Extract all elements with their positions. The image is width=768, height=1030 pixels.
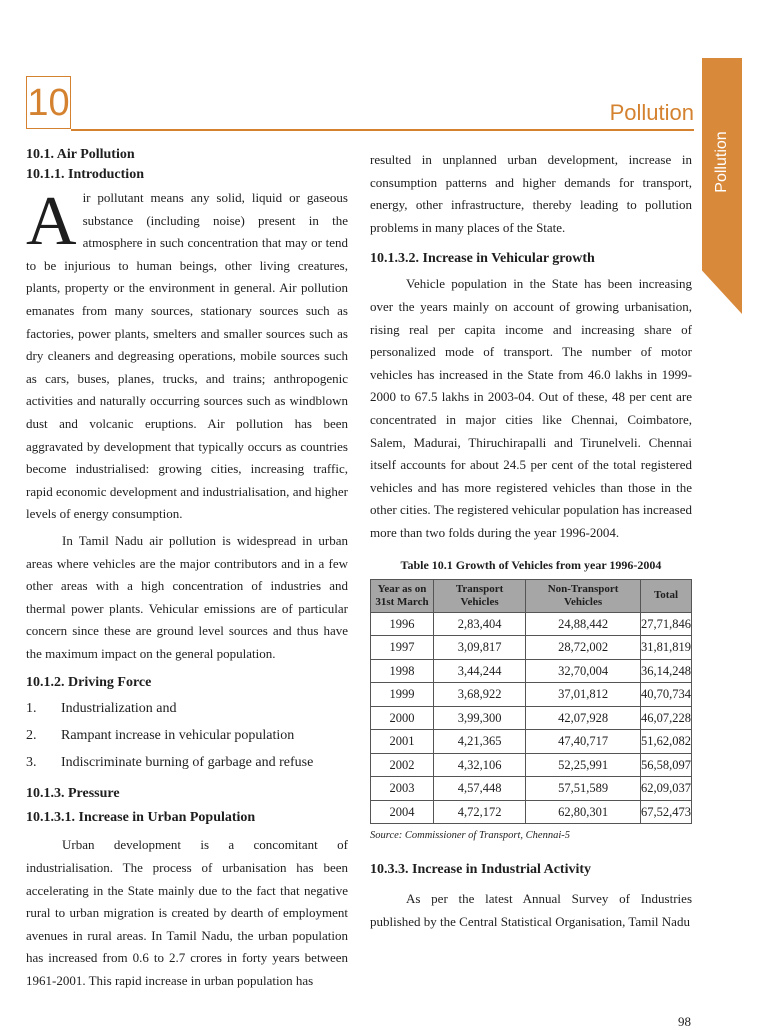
heading-industrial-activity: 10.3.3. Increase in Industrial Activity <box>370 862 592 877</box>
cell-year: 2000 <box>371 706 434 730</box>
cell-transport: 3,09,817 <box>434 636 526 660</box>
cell-transport: 3,99,300 <box>434 706 526 730</box>
cell-total: 51,62,082 <box>640 730 691 754</box>
driving-force-list <box>26 698 348 774</box>
vehicular-paragraph: Vehicle population in the State has been increasing over the years mainly on account of growing urbanisation, rising real per capita income and increasing share of personalized mode of transport. The number of motor vehicles has increased in the State from 46.0 lakhs in 1999-2000 to 67.5 lakhs in 2003-04. Out of these, 48 per cent are concentrated in major cities like Chennai, Coimbatore, Salem, Madurai, Thiruchirapalli and Tirunelveli. Chennai itself accounts for about 24.5 per cent of the total registered vehicles and has more registered vehicles than those in the other cities. The registered vehicular population has increased more than two folds during the year 1996-2004. <box>370 276 692 540</box>
list-item-number: 2. <box>26 728 37 744</box>
header-rule <box>71 129 694 131</box>
cell-transport: 3,68,922 <box>434 683 526 707</box>
cell-total: 40,70,734 <box>640 683 691 707</box>
table-row <box>371 706 692 730</box>
chapter-number: 10 <box>26 76 71 129</box>
left-column <box>26 145 348 993</box>
heading-introduction: 10.1.1. Introduction <box>26 167 144 182</box>
page-number: 98 <box>678 1014 691 1029</box>
heading-driving-force: 10.1.2. Driving Force <box>26 675 152 691</box>
cell-non-transport: 57,51,589 <box>526 777 641 801</box>
table-row <box>371 800 692 824</box>
table-row <box>371 730 692 754</box>
list-item-number: 3. <box>26 755 37 771</box>
cell-non-transport: 42,07,928 <box>526 706 641 730</box>
cell-transport: 4,32,106 <box>434 753 526 777</box>
drop-cap: A <box>26 183 77 260</box>
col-header-total: Total <box>640 579 691 612</box>
chapter-title: Pollution <box>609 100 694 125</box>
table-caption: Table 10.1 Growth of Vehicles from year 1996-2004 <box>400 557 662 572</box>
list-item-text: Rampant increase in vehicular population <box>61 728 295 744</box>
cell-transport: 2,83,404 <box>434 612 526 636</box>
side-tab-label: Pollution <box>713 131 730 193</box>
cell-transport: 4,57,448 <box>434 777 526 801</box>
cell-transport: 4,72,172 <box>434 800 526 824</box>
industrial-paragraph: As per the latest Annual Survey of Industries published by the Central Statistical Organisation, Tamil Nadu <box>370 891 692 929</box>
cell-year: 2002 <box>371 753 434 777</box>
table-row <box>371 612 692 636</box>
col-header-transport: Transport Vehicles <box>434 579 526 612</box>
table-header-row <box>371 579 692 612</box>
cell-year: 1996 <box>371 612 434 636</box>
table-row <box>371 659 692 683</box>
heading-air-pollution: 10.1. Air Pollution <box>26 147 135 162</box>
list-item-number: 1. <box>26 701 37 717</box>
urban-paragraph: Urban development is a concomitant of industrialisation. The process of urbanisation has been accelerating in the State mainly due to the fact that negative rural to urban migration is created by dearth of employment avenues in rural areas. In Tamil Nadu, the urban population has increased from 0.6 to 2.7 crores in forty years between 1961-2001. This rapid increase in urban population has <box>26 837 348 989</box>
list-item <box>26 752 348 774</box>
cell-year: 1997 <box>371 636 434 660</box>
cell-transport: 3,44,244 <box>434 659 526 683</box>
cell-non-transport: 24,88,442 <box>526 612 641 636</box>
cell-year: 1998 <box>371 659 434 683</box>
cell-total: 36,14,248 <box>640 659 691 683</box>
cell-non-transport: 52,25,991 <box>526 753 641 777</box>
cell-non-transport: 62,80,301 <box>526 800 641 824</box>
heading-pressure: 10.1.3. Pressure <box>26 786 120 802</box>
list-item <box>26 725 348 747</box>
cell-non-transport: 32,70,004 <box>526 659 641 683</box>
right-column <box>370 149 692 933</box>
cell-non-transport: 47,40,717 <box>526 730 641 754</box>
intro-text: ir pollutant means any solid, liquid or gaseous substance (including noise) present in the atmosphere in such concentration that may or tend to be injurious to human beings, other living creatures, plants, property or the environment in general. Air pollution emanates from many sources, stationary sources such as factories, power plants, smelters and smaller sources such as dry cleaners and degreasing operations, mobile sources such as cars, buses, planes, trucks, and trains; anthropogenic activities and naturally occurring sources such as windblown dust and volcanic eruptions. Air pollution has been aggravated by development that typically occurs as countries become industrialised: growing cities, increasing traffic, rapid economic development and industrialisation, and higher levels of energy consumption. <box>26 190 348 522</box>
cell-total: 46,07,228 <box>640 706 691 730</box>
table-row <box>371 753 692 777</box>
cell-total: 67,52,473 <box>640 800 691 824</box>
cell-total: 56,58,097 <box>640 753 691 777</box>
cell-year: 2004 <box>371 800 434 824</box>
continued-paragraph: resulted in unplanned urban development, increase in consumption patterns and higher demands for transport, energy, other infrastructure, thereby leading to pollution problems in many places of the State. <box>370 152 692 235</box>
tamil-nadu-paragraph: In Tamil Nadu air pollution is widespread in urban areas where vehicles are the major contributors and in a few other areas with a high concentration of industries and thermal power plants. Vehicular emissions are of particular concern since these are ground level sources and thus have the maximum impact on the general population. <box>26 532 348 661</box>
table-row <box>371 777 692 801</box>
list-item-text: Industrialization and <box>61 701 177 717</box>
col-header-non-transport: Non-Transport Vehicles <box>526 579 641 612</box>
cell-total: 27,71,846 <box>640 612 691 636</box>
list-item-text: Indiscriminate burning of garbage and refuse <box>61 755 314 771</box>
heading-vehicular-growth: 10.1.3.2. Increase in Vehicular growth <box>370 251 595 267</box>
table-source: Source: Commissioner of Transport, Chennai-5 <box>370 830 570 841</box>
vehicle-growth-table <box>370 579 692 825</box>
table-row <box>371 636 692 660</box>
cell-year: 1999 <box>371 683 434 707</box>
cell-non-transport: 37,01,812 <box>526 683 641 707</box>
cell-total: 31,81,819 <box>640 636 691 660</box>
col-header-year: Year as on 31st March <box>371 579 434 612</box>
list-item <box>26 698 348 720</box>
heading-urban-population: 10.1.3.1. Increase in Urban Population <box>26 810 256 826</box>
cell-total: 62,09,037 <box>640 777 691 801</box>
cell-non-transport: 28,72,002 <box>526 636 641 660</box>
cell-year: 2003 <box>371 777 434 801</box>
cell-transport: 4,21,365 <box>434 730 526 754</box>
cell-year: 2001 <box>371 730 434 754</box>
table-row <box>371 683 692 707</box>
intro-paragraph <box>26 183 348 526</box>
